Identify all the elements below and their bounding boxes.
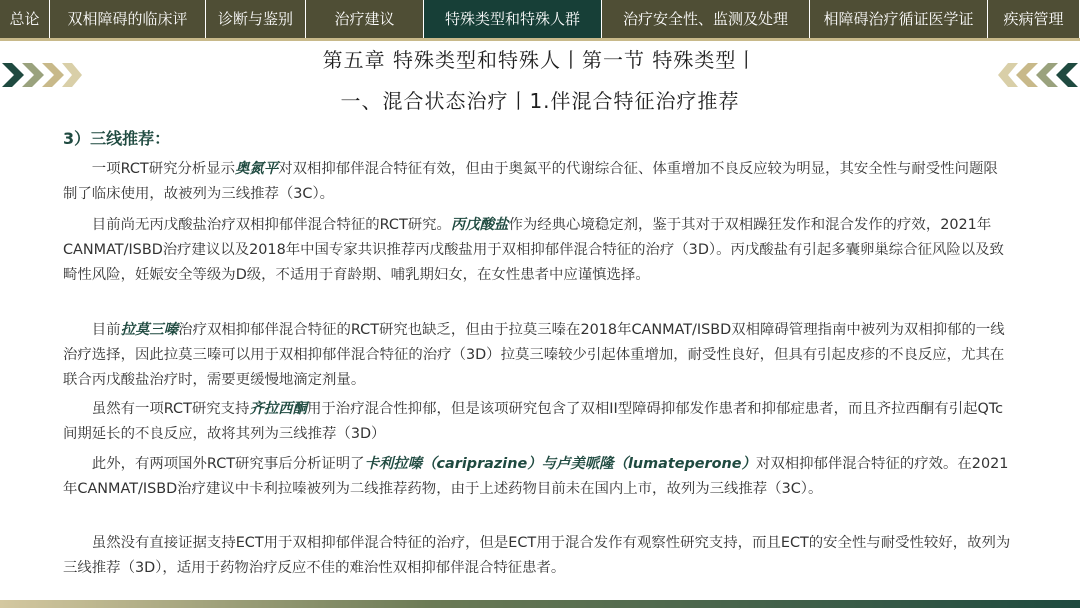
paragraph-cariprazine xyxy=(63,452,1011,502)
drug-keyword: 奥氮平 xyxy=(235,161,279,177)
tab-diagnosis[interactable]: 诊断与鉴别 xyxy=(206,0,306,38)
paragraph-ziprasidone xyxy=(63,397,1011,447)
drug-keyword: 拉莫三嗪 xyxy=(120,322,179,338)
tab-evidence[interactable]: 相障碍治疗循证医学证 xyxy=(810,0,988,38)
section-heading: 3）三线推荐： xyxy=(63,129,171,148)
paragraph-text: 用于治疗混合性抑郁，但是该项研究包含了双相II型障碍抑郁发作患者和抑郁症患者，而且齐拉西酮有引起QTc间期延长的不良反应，故将其列为三线推荐（3D） xyxy=(63,401,1004,442)
tab-treatment[interactable]: 治疗建议 xyxy=(306,0,424,38)
paragraph-text: 作为经典心境稳定剂，鉴于其对于双相躁狂发作和混合发作的疗效，2021年CANMAT/ISBD治疗建议以及2018年中国专家共识推荐丙戊酸盐用于双相抑郁伴混合特征的治疗（3D）。丙戊酸盐有引起多囊卵巢综合征风险以及致畸性风险，妊娠安全等级为D级，不适用于育龄期、哺乳期妇女，在女性患者中应谨慎选择。 xyxy=(63,217,1004,283)
tab-special-types[interactable]: 特殊类型和特殊人群 xyxy=(424,0,602,38)
paragraph-lamotrigine xyxy=(63,318,1011,393)
chapter-title: 第五章 特殊类型和特殊人丨第一节 特殊类型丨 xyxy=(322,48,758,72)
paragraph-text: 一项RCT研究分析显示 xyxy=(91,161,236,177)
tab-overview[interactable]: 总论 xyxy=(0,0,50,38)
drug-keyword: 卡利拉嗪（cariprazine）与卢美哌隆（lumateperone） xyxy=(364,456,756,472)
nav-underline xyxy=(0,38,1080,41)
paragraph-text: 目前尚无丙戊酸盐治疗双相抑郁伴混合特征的RCT研究。 xyxy=(91,217,451,233)
paragraph-olanzapine xyxy=(63,157,1011,207)
paragraph-text: 虽然有一项RCT研究支持 xyxy=(91,401,250,417)
top-nav xyxy=(0,0,1080,40)
drug-keyword: 丙戊酸盐 xyxy=(450,217,509,233)
paragraph-text: 对双相抑郁伴混合特征的疗效。在2021年CANMAT/ISBD治疗建议中卡利拉嗪被列为二线推荐药物，由于上述药物目前未在国内上市，故列为三线推荐（3C）。 xyxy=(63,456,1009,497)
paragraph-text: 虽然没有直接证据支持ECT用于双相抑郁伴混合特征的治疗，但是ECT用于混合发作有观察性研究支持，而且ECT的安全性与耐受性较好，故列为三线推荐（3D），适用于药物治疗反应不佳的难治性双相抑郁伴混合特征患者。 xyxy=(63,535,1011,576)
tab-disease-management[interactable]: 疾病管理 xyxy=(988,0,1080,38)
section-title: 一、混合状态治疗丨1.伴混合特征治疗推荐 xyxy=(340,89,740,113)
tab-safety-monitoring[interactable]: 治疗安全性、监测及处理 xyxy=(602,0,810,38)
paragraph-text: 对双相抑郁伴混合特征有效，但由于奥氮平的代谢综合征、体重增加不良反应较为明显，其安全性与耐受性问题限制了临床使用，故被列为三线推荐（3C）。 xyxy=(63,161,998,202)
paragraph-text: 治疗双相抑郁伴混合特征的RCT研究也缺乏，但由于拉莫三嗪在2018年CANMAT/ISBD双相障碍管理指南中被列为双相抑郁的一线治疗选择，因此拉莫三嗪可以用于双相抑郁伴混合特征的治疗（3D）拉莫三嗪较少引起体重增加，耐受性良好，但具有引起皮疹的不良反应，尤其在联合丙戊酸盐治疗时，需要更缓慢地滴定剂量。 xyxy=(63,322,1005,388)
footer-bar xyxy=(0,600,1080,608)
paragraph-valproate xyxy=(63,213,1011,288)
paragraph-text: 此外，有两项国外RCT研究事后分析证明了 xyxy=(91,456,365,472)
drug-keyword: 齐拉西酮 xyxy=(249,401,308,417)
paragraph-text: 目前 xyxy=(91,322,121,338)
tab-clinical-assessment[interactable]: 双相障碍的临床评 xyxy=(50,0,206,38)
paragraph-ect xyxy=(63,531,1011,581)
